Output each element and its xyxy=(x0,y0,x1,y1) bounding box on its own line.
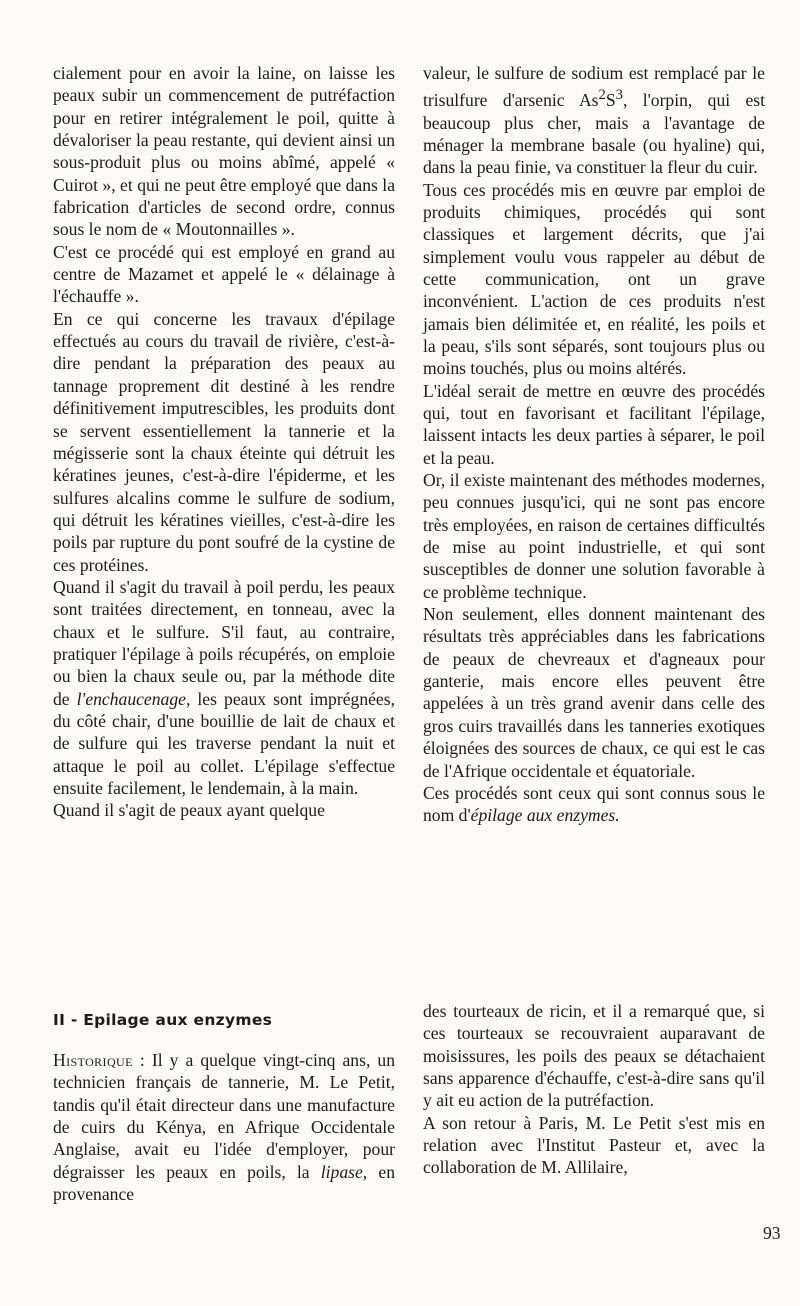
paragraph-enzymes xyxy=(423,782,765,827)
paragraph-text: Ces procédés sont ceux qui sont connus sous le nom d' xyxy=(423,782,765,826)
paragraph-text: en provenance xyxy=(53,1161,395,1205)
top-left-column xyxy=(53,62,395,822)
paragraph-text: Quand il s'agit du travail à poil perdu, les peaux sont traitées directement, en tonneau, avec la chaux et le sulfure. S'il faut, au contraire, pratiquer l'épilage à poils récupérés, on emploie ou bien la chaux seule ou, par la méthode dite de xyxy=(53,576,395,709)
top-right-column xyxy=(423,62,765,827)
term-enchaucenage: l'enchaucenage, xyxy=(76,688,191,709)
paragraph-text: valeur, le sulfure de sodium est remplacé par le trisulfure d'arsenic As xyxy=(423,63,765,111)
historique-colon: : xyxy=(132,1050,152,1070)
paragraph: des tourteaux de ricin, et il a remarqué que, si ces tourteaux se recouvraient auparavant de moisissures, les poils des peaux se détachaient sans apparence d'échauffe, c'est-à-dire sans qu'il y ait eu action de la putréfaction. xyxy=(423,1001,765,1111)
paragraph: A son retour à Paris, M. Le Petit s'est mis en relation avec l'Institut Pasteur et, avec la collaboration de M. Allilaire, xyxy=(423,1112,765,1178)
paragraph: cialement pour en avoir la laine, on laisse les peaux subir un commencement de putréfaction pour en retirer intégralement le poil, quitte à dévaloriser la peau restante, qui devient ainsi un sous-produit plus ou moins abîmé, appelé « Cuirot », et qui ne peut être employé que dans la fabrication d'articles de second ordre, connus sous le nom de « Moutonnailles ». xyxy=(53,63,395,240)
formula-superscript: 3 xyxy=(615,87,623,104)
paragraph: Non seulement, elles donnent maintenant des résultats très appréciables dans les fabrications de peaux de chevreaux et d'agneaux pour ganterie, mais encore elles peuvent être appelées à un très grand avenir dans celle des gros cuirs travaillés dans les tanneries exotiques éloignées des sources de chaux, ce qui est le cas de l'Afrique occidentale et équatoriale. xyxy=(423,604,765,781)
paragraph-enchaucenage xyxy=(53,576,395,799)
bottom-right-column xyxy=(423,1000,765,1179)
paragraph: Or, il existe maintenant des méthodes modernes, peu connues jusqu'ici, qui ne sont pas encore très employées, en raison de certaines difficultés de mise au point industrielle, et qui sont susceptibles de donner une solution favorable à ce problème technique. xyxy=(423,470,765,602)
paragraph-text: , l'orpin, qui est beaucoup plus cher, mais a l'avantage de ménager la membrane basale (ou hyaline) qui, dans la peau finie, va constituer la fleur du cuir. xyxy=(423,90,766,178)
page-number: 93 xyxy=(763,1223,781,1243)
paragraph: Quand il s'agit de peaux ayant quelque xyxy=(53,800,325,821)
formula-text: S xyxy=(605,90,616,111)
historique-label: Historique xyxy=(53,1050,133,1070)
section-heading: II - Epilage aux enzymes xyxy=(53,1011,273,1029)
paragraph-text: Il y a quelque vingt-cinq ans, un technicien français de tannerie, M. Le Petit, tandis qu'il était directeur dans une manufacture de cuirs du Kénya, en Afrique Occidentale Anglaise, avait eu l'idée d'employer, pour dégraisser les peaux en poils, la xyxy=(53,1050,396,1182)
paragraph-formula xyxy=(423,62,765,179)
term-lipase: lipase, xyxy=(320,1161,368,1182)
paragraph: En ce qui concerne les travaux d'épilage effectués au cours du travail de rivière, c'est-à-dire pendant la préparation des peaux au tannage proprement dit destiné à les rendre définitivement imputrescibles, les produits dont se servent essentiellement la tannerie et la mégisserie sont la chaux éteinte qui détruit les kératines jeunes, c'est-à-dire l'épiderme, et les sulfures alcalins comme le sulfure de sodium, qui détruit les kératines vieilles, c'est-à-dire les poils par rupture du pont soufré de la cystine de ces protéines. xyxy=(53,308,395,575)
formula-superscript: 2 xyxy=(598,87,606,104)
paragraph: C'est ce procédé qui est employé en grand au centre de Mazamet et appelé le « délainage à l'échauffe ». xyxy=(53,241,395,307)
bottom-left-column xyxy=(53,1010,395,1205)
paragraph: Tous ces procédés mis en œuvre par emploi de produits chimiques, procédés qui sont classiques et largement décrits, que j'ai simplement voulu vous rappeler au début de cette communication, ont un grave inconvénient. L'action de ces produits n'est jamais bien délimitée et, en réalité, les poils et la peau, s'ils sont séparés, sont toujours plus ou moins touchés, plus ou moins altérés. xyxy=(423,179,765,379)
term-epilage-aux-enzymes: épilage aux enzymes. xyxy=(470,805,620,826)
paragraph: L'idéal serait de mettre en œuvre des procédés qui, tout en favorisant et facilitant l'épilage, laissent intacts les deux parties à séparer, le poil et la peau. xyxy=(423,380,765,468)
paragraph-historique xyxy=(53,1049,395,1205)
paragraph-text: les peaux sont imprégnées, du côté chair, d'une bouillie de lait de chaux et de sulfure qui les traverse pendant la nuit et attaque le poil au collet. L'épilage s'effectue ensuite facilement, le lendemain, à la main. xyxy=(53,688,395,798)
